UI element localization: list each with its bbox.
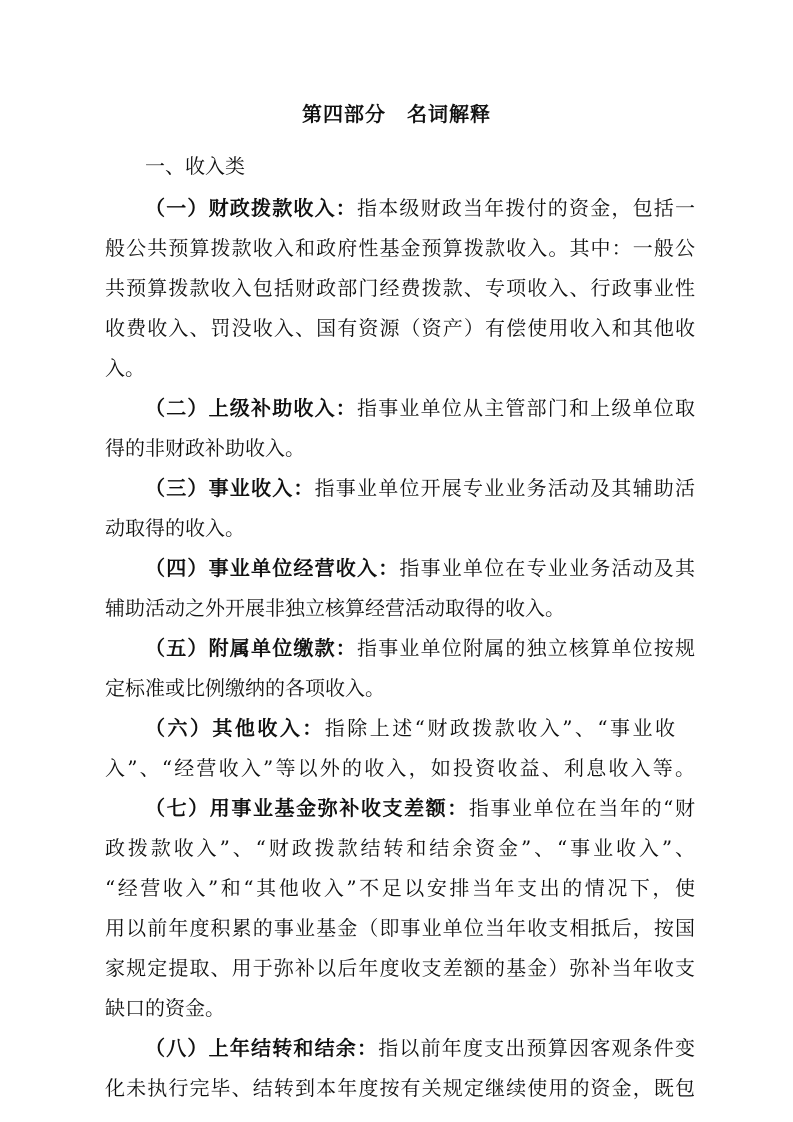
paragraph-1-text: 指本级财政当年拨付的资金，包括一 <box>357 196 695 220</box>
paragraph-2-line-2: 得的非财政补助收入。 <box>105 436 305 460</box>
paragraph-5-text: 指事业单位附属的独立核算单位按规 <box>357 636 695 660</box>
paragraph-1-line-5: 入。 <box>105 356 145 380</box>
paragraph-5-line-1 <box>145 634 695 662</box>
term-2: （二）上级补助收入： <box>145 396 357 420</box>
paragraph-7-line-4: 用以前年度积累的事业基金（即事业单位当年收支相抵后，按国 <box>105 916 695 940</box>
term-6: （六）其他收入： <box>145 716 325 740</box>
paragraph-1-line-4: 收费收入、罚没收入、国有资源（资产）有偿使用收入和其他收 <box>105 316 695 340</box>
paragraph-1-line-2: 般公共预算拨款收入和政府性基金预算拨款收入。其中：一般公 <box>105 236 695 260</box>
paragraph-3-text: 指事业单位开展专业业务活动及其辅助活 <box>314 476 696 500</box>
page-title: 第四部分 名词解释 <box>302 102 491 126</box>
paragraph-7-line-3: “经营收入”和“其他收入”不足以安排当年支出的情况下，使 <box>105 876 695 900</box>
paragraph-8-line-2: 化未执行完毕、结转到本年度按有关规定继续使用的资金，既包 <box>105 1076 695 1100</box>
paragraph-7-line-2: 政拨款收入”、“财政拨款结转和结余资金”、“事业收入”、 <box>105 836 695 860</box>
paragraph-4-text: 指事业单位在专业业务活动及其 <box>399 556 696 580</box>
paragraph-7-line-5: 家规定提取、用于弥补以后年度收支差额的基金）弥补当年收支 <box>105 956 695 980</box>
term-7: （七）用事业基金弥补收支差额： <box>145 796 469 820</box>
term-8: （八）上年结转和结余： <box>145 1036 379 1060</box>
section-heading: 一、收入类 <box>145 154 245 178</box>
paragraph-6-line-1 <box>145 714 675 742</box>
paragraph-6-text: 指除上述“财政拨款收入”、“事业收 <box>324 716 675 740</box>
paragraph-8-text: 指以前年度支出预算因客观条件变 <box>378 1036 696 1060</box>
term-5: （五）附属单位缴款： <box>145 636 357 660</box>
paragraph-7-text: 指事业单位在当年的“财 <box>468 796 695 820</box>
term-1: （一）财政拨款收入： <box>145 196 357 220</box>
paragraph-5-line-2: 定标准或比例缴纳的各项收入。 <box>105 676 385 700</box>
paragraph-3-line-2: 动取得的收入。 <box>105 516 245 540</box>
paragraph-2-text: 指事业单位从主管部门和上级单位取 <box>357 396 695 420</box>
paragraph-1-line-1 <box>145 194 695 222</box>
term-3: （三）事业收入： <box>145 476 315 500</box>
paragraph-7-line-6: 缺口的资金。 <box>105 996 225 1020</box>
paragraph-2-line-1 <box>145 394 695 422</box>
paragraph-1-line-3: 共预算拨款收入包括财政部门经费拨款、专项收入、行政事业性 <box>105 276 695 300</box>
paragraph-4-line-1 <box>145 554 695 582</box>
term-4: （四）事业单位经营收入： <box>145 556 400 580</box>
paragraph-8-line-1 <box>145 1034 695 1062</box>
paragraph-7-line-1 <box>145 794 695 822</box>
paragraph-4-line-2: 辅助活动之外开展非独立核算经营活动取得的收入。 <box>105 596 565 620</box>
paragraph-6-line-2: 入”、“经营收入”等以外的收入，如投资收益、利息收入等。 <box>105 756 695 780</box>
paragraph-3-line-1 <box>145 474 695 502</box>
